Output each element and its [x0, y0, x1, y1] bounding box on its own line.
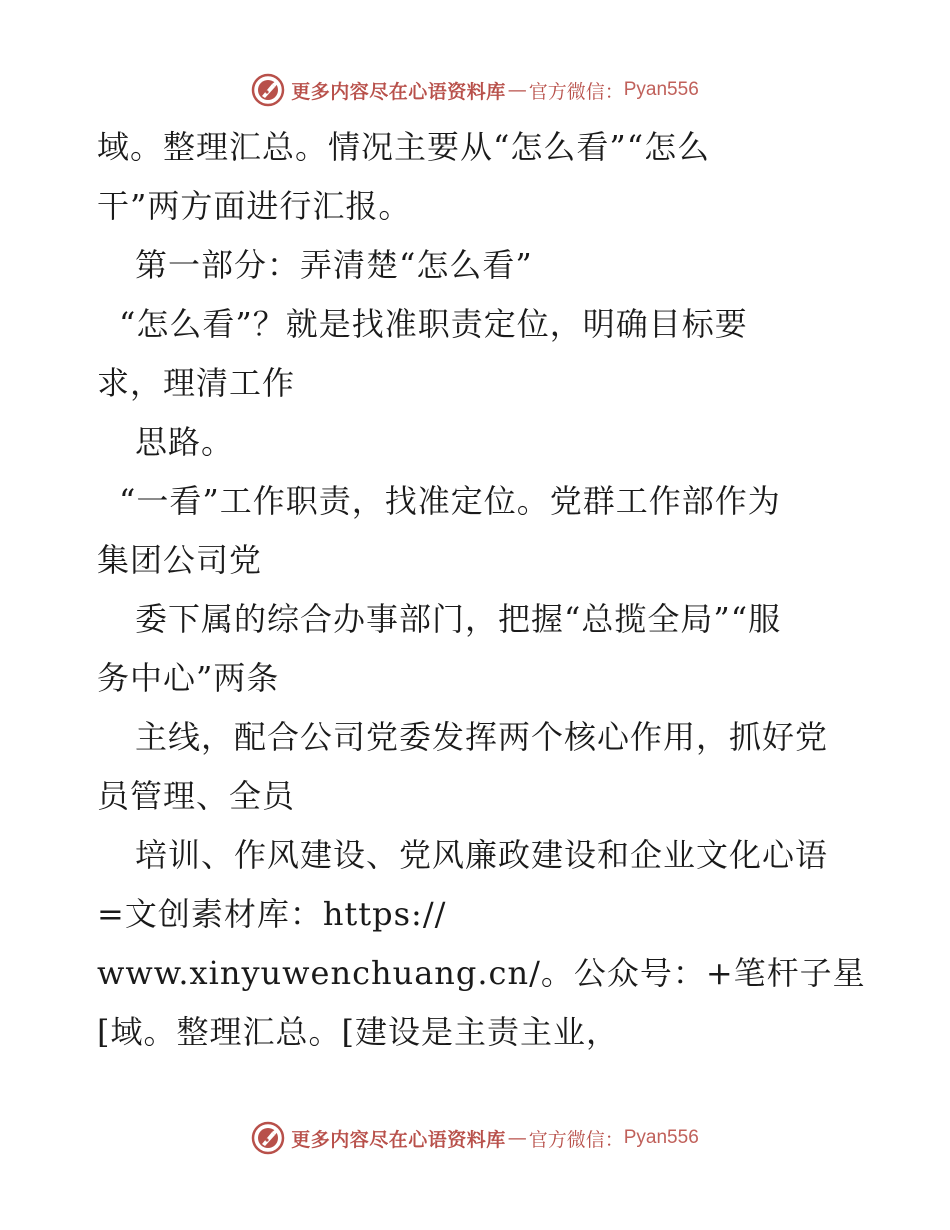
text-line: “一看”工作职责，找准定位。党群工作部作为 [119, 482, 781, 520]
text-line: 思路。 [135, 423, 235, 461]
text-line: 集团公司党 [97, 541, 263, 579]
text-line: 主线，配合公司党委发挥两个核心作用，抓好党 [135, 718, 829, 756]
watermark-label: 官方微信： [528, 1128, 624, 1151]
text-line: 干”两方面进行汇报。 [97, 187, 412, 225]
footer-watermark [0, 1118, 950, 1158]
watermark-text: 更多内容尽在心语资料库 [291, 1128, 506, 1151]
text-line: www.xinyuwenchuang.cn/。公众号：+笔杆子星 [97, 954, 866, 992]
text-line: 域。整理汇总。情况主要从“怎么看”“怎么 [97, 128, 711, 166]
pen-nib-logo-icon [251, 1121, 285, 1155]
watermark-separator: — [507, 1127, 527, 1149]
watermark-id: Pyan556 [623, 79, 699, 100]
header-watermark [0, 70, 950, 110]
text-line: =文创素材库：https:// [97, 895, 447, 933]
text-line: 培训、作风建设、党风廉政建设和企业文化心语 [135, 836, 829, 874]
watermark-label: 官方微信： [528, 80, 624, 103]
text-line: “怎么看”？就是找准职责定位，明确目标要 [119, 305, 748, 343]
document-body [97, 118, 877, 1062]
watermark-separator: — [507, 79, 527, 101]
text-line: 员管理、全员 [97, 777, 296, 815]
pen-nib-logo-icon [251, 73, 285, 107]
watermark-id: Pyan556 [623, 1127, 699, 1148]
watermark-text: 更多内容尽在心语资料库 [291, 80, 506, 103]
text-line: 求，理清工作 [97, 364, 296, 402]
text-line: 委下属的综合办事部门，把握“总揽全局”“服 [135, 600, 782, 638]
section-heading: 第一部分：弄清楚“怎么看” [135, 246, 533, 284]
text-line: [域。整理汇总。[建设是主责主业， [97, 1013, 619, 1051]
text-line: 务中心”两条 [97, 659, 280, 697]
